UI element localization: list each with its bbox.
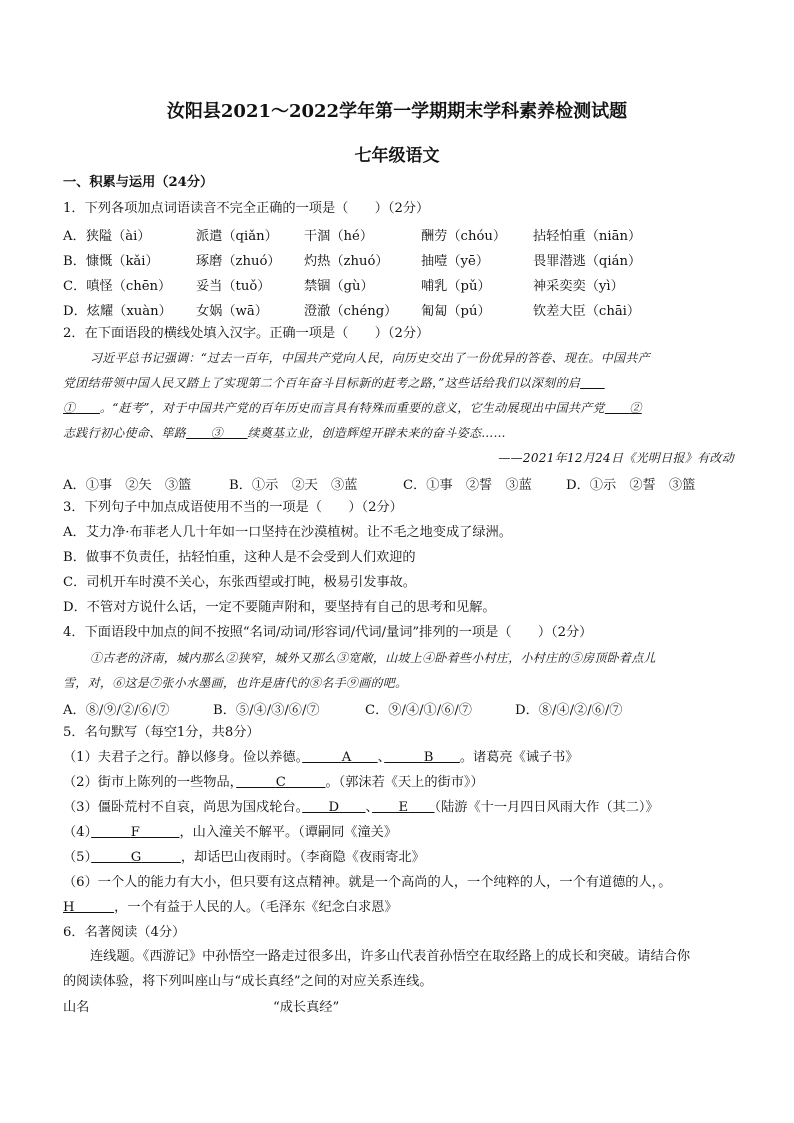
q4-option-d: D．⑧/④/②/⑥/⑦ [515, 703, 623, 718]
q3-option-b: B．做事不负责任，拈轻怕重，这种人是不会受到人们欢迎的 [63, 550, 416, 565]
q1-d-5: 钦差大臣（chāi） [533, 304, 641, 319]
q3-option-c: C．司机开车时漠不关心，东张西望或打盹，极易引发事故。 [63, 575, 416, 590]
exam-title: 汝阳县2021～2022学年第一学期期末学科素养检测试题 [166, 101, 628, 122]
q2-options [63, 474, 754, 492]
q5-l1-source: 。诸葛亮《诫子书》 [459, 750, 579, 765]
q1-a-4: 酬劳（chóu） [421, 229, 507, 244]
blank-3-fill-a [186, 426, 211, 440]
q5-line-5 [63, 849, 734, 867]
growth-scripture-header: “成长真经” [273, 1000, 340, 1015]
blank-f-label: F [130, 825, 140, 840]
q1-b-3: 灼热（zhuó） [304, 254, 389, 269]
q4-option-b: B．⑤/④/③/⑥/⑦ [213, 703, 320, 718]
q1-row-c [63, 275, 754, 293]
q1-row-a [63, 225, 754, 243]
blank-g-label: G [130, 850, 142, 865]
q2-passage-3 [63, 399, 734, 417]
q6-columns [63, 999, 734, 1017]
q1-c-2: 妥当（tuǒ） [196, 279, 271, 294]
q5-l5-text: ，却话巴山夜雨时。（李商隐《夜雨寄北》 [180, 850, 425, 865]
q5-l4-text: ，山入潼关不解平。（谭嗣同《潼关》 [179, 825, 398, 840]
q6-passage-2: 的阅读体验，将下列叫座山与“成长真经”之间的对应关系连线。 [63, 974, 433, 989]
q5-line-4 [63, 824, 734, 842]
q1-row-b [63, 250, 754, 268]
blank [580, 376, 605, 390]
q5-l3-source: （陆游《十一月四日风雨大作（其二）》 [434, 800, 659, 815]
q1-c-4: 哺乳（pǔ） [421, 279, 491, 294]
blank-e [372, 800, 434, 815]
q5-l1-text: （1）夫君子之行。静以修身。俭以养德。 [63, 750, 303, 765]
q4-passage-1: ①古老的济南，城内那么②狭窄，城外又那么③宽敞，山坡上④卧着些小村庄，小村庄的⑤房顶卧着点儿 [90, 651, 656, 665]
blank-a [302, 750, 377, 765]
q1-c-1: C．嗔怪（chēn） [63, 279, 172, 294]
q5-l1-sep: 、 [377, 750, 385, 765]
q2-passage-3-text: 。“赶考”，对于中国共产党的百年历史而言具有特殊而重要的意义，它生动展现出中国共产党 [99, 401, 605, 415]
blank-c [236, 775, 325, 790]
q5-line-2 [63, 774, 734, 792]
q5-line-6: （6）一个人的能力有大小，但只要有这点精神。就是一个高尚的人，一个纯粹的人，一个有道德的人，。 [63, 875, 672, 890]
q4-stem: 4．下面语段中加点的间不按照“名词/动词/形容词/代词/量词”排列的一项是（ ）（2分） [63, 625, 593, 640]
q1-b-5: 畏罪潜逃（qián） [533, 254, 642, 269]
q2-passage-1: 习近平总书记强调：“过去一百年，中国共产党向人民，向历史交出了一份优异的答卷、现在。中国共产 [90, 351, 650, 365]
q1-c-5: 神采奕奕（yì） [533, 279, 624, 294]
q2-passage-2 [63, 374, 734, 392]
q1-a-2: 派遣（qiǎn） [196, 229, 278, 244]
q5-l5-num: （5） [63, 850, 92, 865]
q1-d-4: 匍匐（pú） [421, 304, 491, 319]
q2-option-b: B．①示 ②天 ③蓝 [229, 478, 358, 493]
q6-stem: 6．名著阅读（4分） [63, 925, 186, 940]
q4-options [63, 699, 754, 717]
blank-b [384, 750, 460, 765]
blank-h-label: H [63, 900, 75, 915]
q2-passage-4 [63, 424, 734, 442]
blank-e-label: E [398, 800, 409, 815]
q5-l3-text: （3）僵卧荒村不自哀，尚思为国戍轮台。 [63, 800, 303, 815]
q5-line-3 [63, 799, 734, 817]
q1-b-1: B．慷慨（kǎi） [63, 254, 159, 269]
mountain-name-header: 山名 [63, 1000, 90, 1015]
blank-f [91, 825, 179, 840]
blank-1: ① [63, 401, 76, 415]
q2-passage-2-text: 党团结带领中国人民又踏上了实现第二个百年奋斗目标新的赶考之路，”这些话给我们以深刻的启 [63, 376, 581, 390]
q2-passage-4-c: 续奠基立业，创造辉煌开辟未来的奋斗姿态…… [247, 426, 506, 440]
q1-a-1: A．狭隘（ài） [63, 229, 151, 244]
q1-c-3: 禁锢（gù） [304, 279, 374, 294]
section-heading: 一、积累与运用（24分） [63, 175, 214, 190]
q2-option-c: C．①事 ②誓 ③蓝 [403, 478, 532, 493]
q1-a-3: 干涸（hé） [304, 229, 374, 244]
q2-passage-4-a: 志践行初心使命、筚路 [63, 426, 187, 440]
blank-2: ② [629, 401, 642, 415]
q1-stem: 1．下列各项加点词语读音不完全正确的一项是（ ）（2分） [63, 201, 430, 216]
q1-d-2: 女娲（wā） [196, 304, 268, 319]
q5-l3-sep: 、 [365, 800, 373, 815]
blank-1-fill [75, 401, 100, 415]
q2-stem: 2．在下面语段的横线处填入汉字。正确一项是（ ）（2分） [63, 326, 430, 341]
blank-d-label: D [328, 800, 340, 815]
q1-b-4: 抽噎（yē） [421, 254, 490, 269]
blank-a-label: A [341, 750, 352, 765]
q1-d-3: 澄澈（chéng） [304, 304, 398, 319]
blank-d [302, 800, 365, 815]
q1-row-d [63, 300, 754, 318]
q1-b-2: 琢磨（zhuó） [196, 254, 281, 269]
q4-option-a: A．⑧/⑨/②/⑥/⑦ [63, 703, 170, 718]
q3-option-d: D．不管对方说什么话，一定不要随声附和，要坚持有自己的思考和见解。 [63, 600, 496, 615]
q2-option-a: A．①事 ②矢 ③篮 [63, 478, 192, 493]
blank-2-fill [605, 401, 630, 415]
blank-g [91, 850, 181, 865]
blank-h [63, 900, 114, 915]
q5-l2-text: （2）街市上陈列的一些物品， [63, 775, 237, 790]
blank-c-label: C [275, 775, 286, 790]
blank-3: ③ [210, 426, 223, 440]
exam-subtitle: 七年级语文 [354, 146, 440, 166]
q5-l2-source: 。（郭沫若《天上的街市》） [325, 775, 484, 790]
q2-option-d: D．①示 ②誓 ③篮 [566, 478, 696, 493]
q5-l4-num: （4） [63, 825, 92, 840]
blank-3-fill-b [223, 426, 248, 440]
q1-d-1: D．炫耀（xuàn） [63, 304, 172, 319]
q5-l7-text: ，一个有益于人民的人。（毛泽东《纪念白求恩》 [114, 900, 398, 915]
q5-line-1 [63, 749, 734, 767]
blank-b-label: B [423, 750, 434, 765]
q2-source: ——2021年12月24日《光明日报》有改动 [498, 451, 734, 465]
q6-passage-1: 连线题。《西游记》中孙悟空一路走过很多出，许多山代表首孙悟空在取经路上的成长和突破。请结合你 [90, 949, 691, 964]
q4-option-c: C．⑨/④/①/⑥/⑦ [365, 703, 472, 718]
q4-passage-2: 雪，对，⑥这是⑦张小水墨画，也许是唐代的⑧名手⑨画的吧。 [63, 676, 408, 690]
q3-option-a: A．艾力净·布菲老人几十年如一口坚持在沙漠植树。让不毛之地变成了绿洲。 [63, 525, 512, 540]
q5-stem: 5．名句默写（每空1分，共8分） [63, 725, 260, 740]
q3-stem: 3．下列句子中加点成语使用不当的一项是（ ）（2分） [63, 500, 403, 515]
q5-line-7 [63, 899, 734, 917]
q1-a-5: 拈轻怕重（niān） [533, 229, 642, 244]
